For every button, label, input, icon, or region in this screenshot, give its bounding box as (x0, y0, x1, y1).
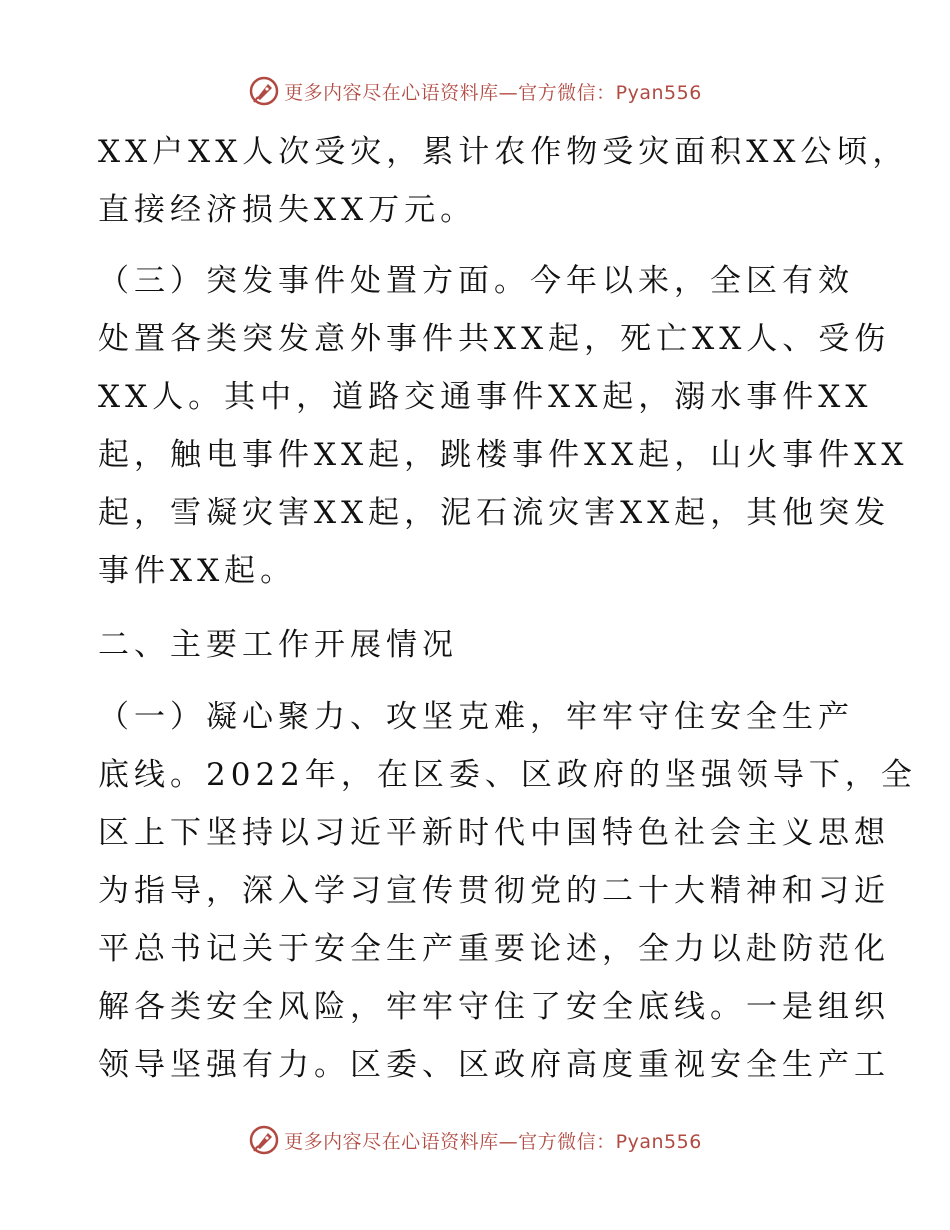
watermark-text: 更多内容尽在心语资料库—官方微信：Pyan556 (284, 81, 702, 104)
text-line: XX户XX人次受灾，累计农作物受灾面积XX公顷， (98, 134, 909, 170)
watermark-text: 更多内容尽在心语资料库—官方微信：Pyan556 (284, 1130, 702, 1153)
document-body (98, 123, 917, 1094)
text-line: 区上下坚持以习近平新时代中国特色社会主义思想 (98, 815, 890, 851)
pen-nib-circle-icon (248, 1124, 280, 1156)
paragraph (98, 252, 909, 600)
text-line: 平总书记关于安全生产重要论述，全力以赴防范化 (98, 931, 890, 967)
section-heading-line: （一）凝心聚力、攻坚克难，牢牢守住安全生产 (98, 699, 854, 735)
text-line: 直接经济损失XX万元。 (98, 192, 477, 228)
text-line: 底线。2022年，在区委、区政府的坚强领导下，全 (98, 757, 917, 793)
text-line: 起，雪凝灾害XX起，泥石流灾害XX起，其他突发 (98, 495, 891, 531)
text-line: 为指导，深入学习宣传贯彻党的二十大精神和习近 (98, 873, 890, 909)
paragraph (98, 123, 909, 239)
text-line: 处置各类突发意外事件共XX起，死亡XX人、受伤 (98, 321, 891, 357)
text-line: 领导坚强有力。区委、区政府高度重视安全生产工 (98, 1047, 890, 1083)
text-line: XX人。其中，道路交通事件XX起，溺水事件XX (98, 379, 873, 415)
text-line: 起，触电事件XX起，跳楼事件XX起，山火事件XX (98, 437, 909, 473)
section-heading (98, 616, 858, 674)
heading-line: 二、主要工作开展情况 (98, 627, 458, 663)
watermark-banner-top (0, 71, 950, 111)
paragraph (98, 688, 917, 1094)
pen-nib-circle-icon (248, 75, 280, 107)
section-heading-line: （三）突发事件处置方面。今年以来，全区有效 (98, 263, 854, 299)
text-line: 解各类安全风险，牢牢守住了安全底线。一是组织 (98, 989, 890, 1025)
watermark-banner-bottom (0, 1120, 950, 1160)
text-line: 事件XX起。 (98, 553, 297, 589)
